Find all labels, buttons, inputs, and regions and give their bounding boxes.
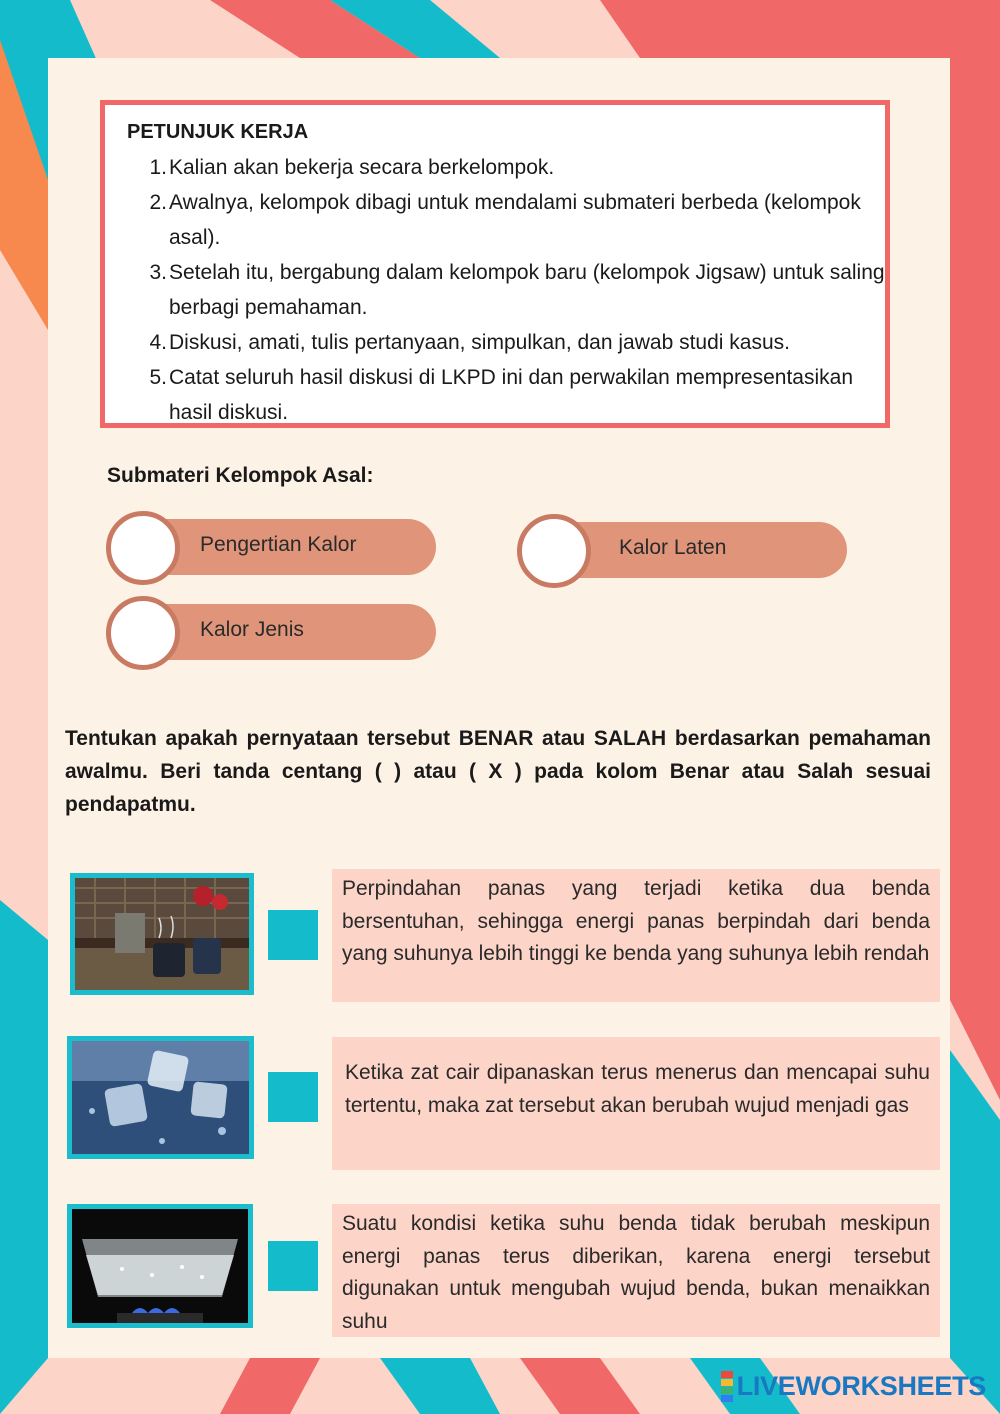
group-checkbox-circle[interactable] [106, 596, 180, 670]
instruction-item: 4. Diskusi, amati, tulis pertanyaan, simpulkan, dan jawab studi kasus. [149, 331, 790, 354]
group-label: Kalor Laten [619, 536, 727, 559]
answer-box-2[interactable] [268, 1072, 318, 1122]
group-checkbox-circle[interactable] [106, 511, 180, 585]
instruction-item: 5. Catat seluruh hasil diskusi di LKPD ini dan perwakilan mempresentasikan hasil diskusi. [149, 366, 854, 424]
hot-drinks-illustration [75, 878, 249, 990]
boiling-water-illustration [72, 1209, 248, 1323]
instruction-item: 1. Kalian akan bekerja secara berkelompok. [149, 156, 555, 179]
group-pill-pengertian-kalor [108, 519, 436, 575]
group-label: Pengertian Kalor [200, 533, 357, 556]
instruction-item: 3. Setelah itu, bergabung dalam kelompok baru (kelompok Jigsaw) untuk saling berbagi pemahaman. [149, 261, 885, 319]
ice-cubes-illustration [72, 1041, 249, 1154]
group-pill-kalor-jenis [108, 604, 436, 660]
question-instruction: Tentukan apakah pernyataan tersebut BENAR atau SALAH berdasarkan pemahaman awalmu. Beri tanda centang ( ) atau ( X ) pada kolom Benar atau Salah sesuai pendapatmu. [65, 727, 931, 816]
statement-3: Suatu kondisi ketika suhu benda tidak berubah meskipun energi panas terus diberikan, karena energi tersebut digunakan untuk mengubah wujud benda, bukan menaikkan suhu [332, 1204, 940, 1337]
photo-ice-cubes [67, 1036, 254, 1159]
instructions-title: PETUNJUK KERJA [127, 121, 309, 143]
answer-box-1[interactable] [268, 910, 318, 960]
answer-box-3[interactable] [268, 1241, 318, 1291]
instruction-item: 2. Awalnya, kelompok dibagi untuk mendalami submateri berbeda (kelompok asal). [149, 191, 861, 249]
submateri-title: Submateri Kelompok Asal: [107, 464, 374, 487]
brand-name: LIVEWORKSHEETS [736, 1370, 986, 1401]
instructions-box [100, 100, 890, 428]
group-label: Kalor Jenis [200, 618, 304, 641]
instructions-list [127, 150, 885, 430]
liveworksheets-logo-icon [721, 1371, 733, 1402]
statement-1: Perpindahan panas yang terjadi ketika dua benda bersentuhan, sehingga energi panas berpindah dari benda yang suhunya lebih tinggi ke benda yang suhunya lebih rendah [332, 869, 940, 1002]
group-checkbox-circle[interactable] [517, 514, 591, 588]
liveworksheets-brand [721, 1368, 986, 1404]
photo-hot-drinks [70, 873, 254, 995]
photo-boiling-water [67, 1204, 253, 1328]
group-pill-kalor-laten [519, 522, 847, 578]
statement-2: Ketika zat cair dipanaskan terus menerus dan mencapai suhu tertentu, maka zat tersebut akan berubah wujud menjadi gas [332, 1037, 940, 1170]
